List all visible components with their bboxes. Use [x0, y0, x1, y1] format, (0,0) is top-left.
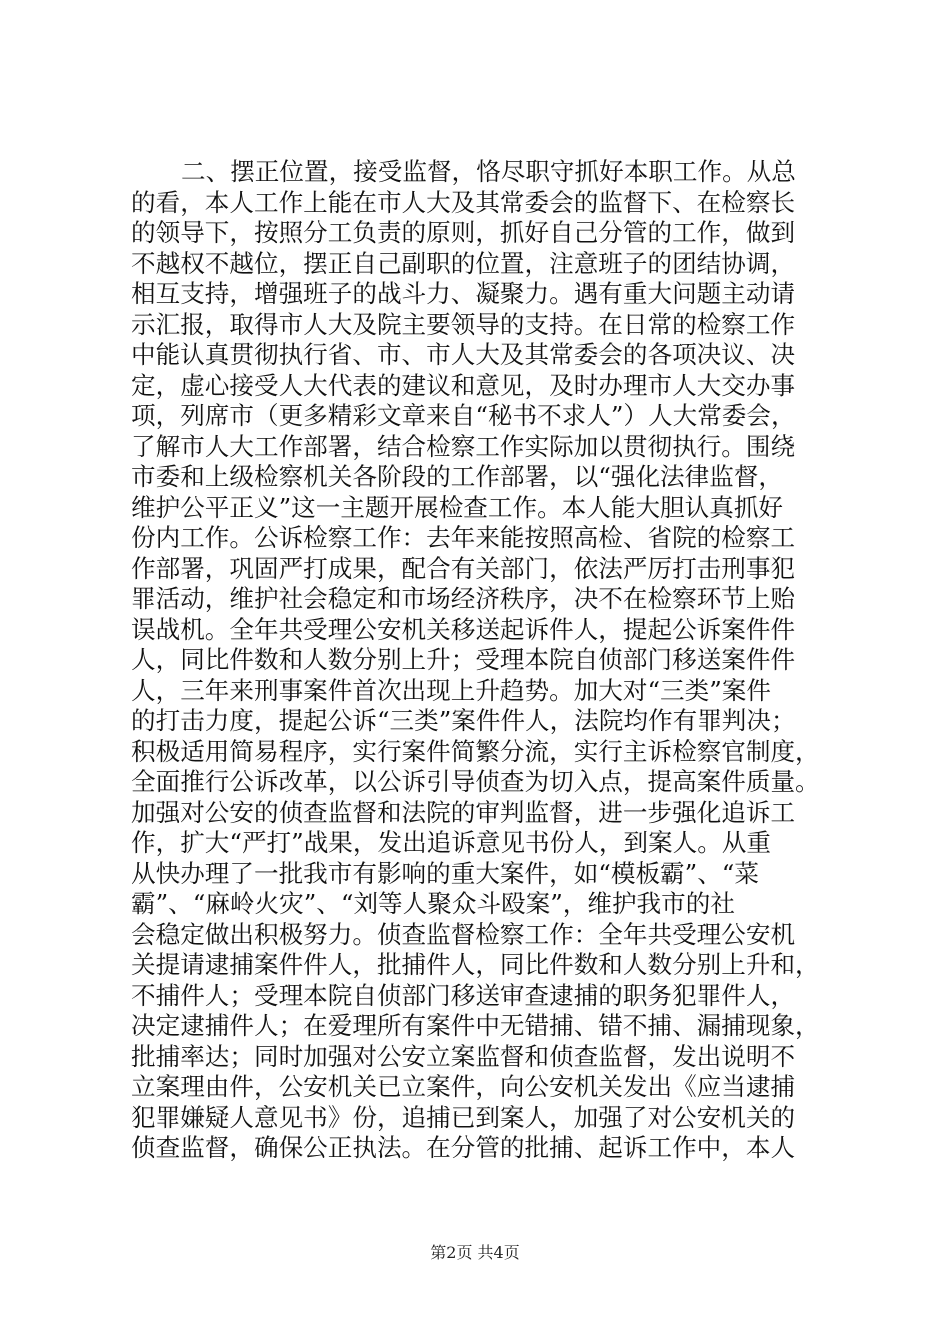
body-text	[131, 157, 831, 1164]
paragraph-line: 全面推行公诉改革，以公诉引导侦查为切入点，提高案件质量。	[131, 767, 820, 796]
paragraph-line: 立案理由件，公安机关已立案件，向公安机关发出《应当逮捕	[131, 1072, 796, 1101]
paragraph-line: 中能认真贯彻执行省、市、市人大及其常委会的各项决议、决	[131, 340, 796, 369]
paragraph-line: 不捕件人；受理本院自侦部门移送审查逮捕的职务犯罪件人，	[131, 980, 796, 1010]
paragraph-line: 示汇报，取得市人大及院主要领导的支持。在日常的检察工作	[131, 309, 796, 339]
paragraph-line: 的打击力度，提起公诉“三类”案件件人，法院均作有罪判决；	[131, 706, 796, 735]
paragraph-line: 关提请逮捕案件件人，批捕件人，同比件数和人数分别上升和，	[131, 950, 820, 979]
paragraph-line: 市委和上级检察机关各阶段的工作部署，以“强化法律监督，	[131, 462, 784, 491]
paragraph-line: 加强对公安的侦查监督和法院的审判监督，进一步强化追诉工	[131, 797, 796, 827]
paragraph-line: 不越权不越位，摆正自己副职的位置，注意班子的团结协调，	[131, 248, 796, 278]
paragraph-line: 犯罪嫌疑人意见书》份，追捕已到案人，加强了对公安机关的	[131, 1102, 796, 1132]
paragraph-line: 二、摆正位置，接受监督，恪尽职守抓好本职工作。从总	[181, 157, 796, 186]
paragraph-line: 会稳定做出积极努力。侦查监督检察工作：全年共受理公安机	[131, 919, 796, 949]
paragraph-line: 人，三年来刑事案件首次出现上升趋势。加大对“三类”案件	[131, 675, 771, 705]
paragraph-line: 作部署，巩固严打成果，配合有关部门，依法严厉打击刑事犯	[131, 553, 796, 583]
paragraph-line: 份内工作。公诉检察工作：去年来能按照高检、省院的检察工	[131, 523, 796, 552]
paragraph-line: 从快办理了一批我市有影响的重大案件，如“模板霸”、“菜	[131, 858, 759, 888]
paragraph-line: 相互支持，增强班子的战斗力、凝聚力。遇有重大问题主动请	[131, 279, 796, 308]
paragraph-line: 了解市人大工作部署，结合检察工作实际加以贯彻执行。围绕	[131, 431, 796, 461]
paragraph-line: 维护公平正义”这一主题开展检查工作。本人能大胆认真抓好	[131, 492, 784, 522]
page-number-footer: 第2页 共4页	[430, 1243, 520, 1262]
paragraph-line: 积极适用简易程序，实行案件简繁分流，实行主诉检察官制度，	[131, 736, 820, 766]
paragraph-line: 决定逮捕件人；在爱理所有案件中无错捕、错不捕、漏捕现象，	[131, 1011, 820, 1040]
paragraph-line: 项，列席市（更多精彩文章来自“秘书不求人”）人大常委会，	[131, 401, 796, 430]
paragraph-line: 误战机。全年共受理公安机关移送起诉件人，提起公诉案件件	[131, 614, 796, 644]
paragraph-line: 人，同比件数和人数分别上升；受理本院自侦部门移送案件件	[131, 645, 796, 674]
paragraph-line: 定，虚心接受人大代表的建议和意见，及时办理市人大交办事	[131, 370, 796, 400]
paragraph-line: 的领导下，按照分工负责的原则，抓好自己分管的工作，做到	[131, 218, 796, 247]
paragraph-line: 的看，本人工作上能在市人大及其常委会的监督下、在检察长	[131, 187, 796, 217]
paragraph-line: 侦查监督，确保公正执法。在分管的批捕、起诉工作中，本人	[131, 1133, 796, 1162]
paragraph-line: 罪活动，维护社会稳定和市场经济秩序，决不在检察环节上贻	[131, 584, 796, 613]
paragraph-line: 作，扩大“严打”战果，发出追诉意见书份人，到案人。从重	[131, 828, 771, 857]
paragraph-line: 霸”、“麻岭火灾”、“刘等人聚众斗殴案”，维护我市的社	[131, 889, 735, 918]
paragraph-line: 批捕率达；同时加强对公安立案监督和侦查监督，发出说明不	[131, 1041, 796, 1071]
